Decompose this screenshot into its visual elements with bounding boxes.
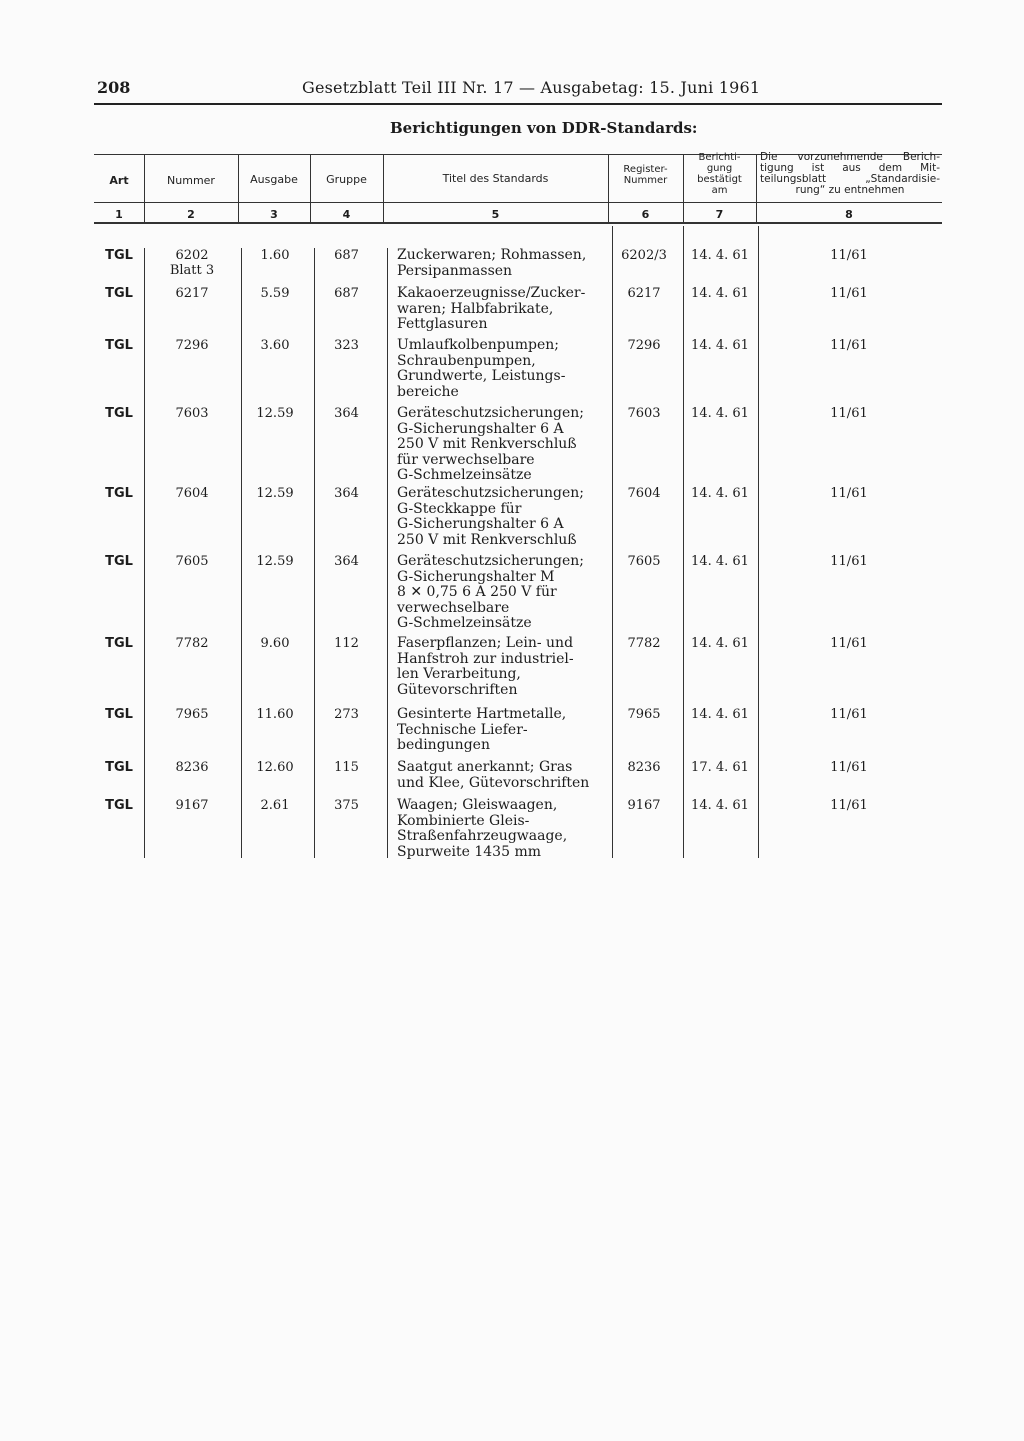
cell-bestaetigt: 17. 4. 61 (691, 760, 749, 775)
cell-titel-line: Persipanmassen (397, 262, 513, 279)
header-ausgabe: Ausgabe (250, 173, 298, 186)
cell-titel-line: Grundwerte, Leistungs- (397, 368, 566, 384)
cell-titel (397, 486, 607, 548)
cell-titel-line: G-Steckkappe für (397, 500, 522, 517)
cell-art: TGL (105, 636, 133, 651)
cell-ausgabe: 9.60 (260, 636, 290, 651)
cell-gruppe: 364 (334, 486, 359, 501)
cell-nummer-line: 6217 (175, 286, 209, 301)
cell-entnehmen: 11/61 (830, 707, 868, 722)
cell-entnehmen: 11/61 (830, 486, 868, 501)
cell-titel-line: Spurweite 1435 mm (397, 843, 541, 860)
cell-nummer-line: 7604 (175, 486, 209, 501)
cell-nummer-line: 7965 (175, 707, 209, 722)
cell-nummer-line: 9167 (175, 798, 209, 813)
header-bottom-rule (94, 202, 942, 203)
header-berichtigung-line: bestätigt (697, 174, 742, 185)
cell-ausgabe: 12.59 (256, 486, 294, 501)
cell-entnehmen: 11/61 (830, 636, 868, 651)
header-berichtigung-line: Berichti- (698, 152, 741, 163)
cell-ausgabe: 2.61 (260, 798, 290, 813)
cell-entnehmen: 11/61 (830, 248, 868, 263)
cell-entnehmen: 11/61 (830, 554, 868, 569)
cell-nummer (144, 707, 240, 722)
column-number: 5 (491, 208, 500, 221)
cell-titel-line: Schraubenpumpen, (397, 352, 536, 369)
cell-titel (397, 707, 607, 754)
cell-titel-line: waren; Halbfabrikate, (397, 300, 554, 317)
cell-register: 9167 (627, 798, 661, 813)
header-entnehmen (760, 152, 940, 196)
cell-ausgabe: 11.60 (256, 707, 294, 722)
cell-register: 8236 (627, 760, 661, 775)
cell-nummer (144, 486, 240, 501)
cell-ausgabe: 12.60 (256, 760, 294, 775)
cell-nummer (144, 636, 240, 651)
cell-titel-line: len Verarbeitung, (397, 666, 521, 682)
column-number: 2 (187, 208, 195, 221)
corrections-table (94, 148, 942, 860)
cell-bestaetigt: 14. 4. 61 (691, 406, 749, 421)
cell-nummer (144, 248, 240, 278)
page-number: 208 (97, 78, 131, 97)
cell-bestaetigt: 14. 4. 61 (691, 554, 749, 569)
cell-titel-line: Geräteschutzsicherungen; (397, 405, 584, 421)
header-entnehmen-line: Die vorzunehmende Berich- (760, 151, 940, 163)
header-entnehmen-line: rung“ zu entnehmen (795, 184, 905, 196)
cell-titel-line: Saatgut anerkannt; Gras (397, 759, 573, 775)
cell-gruppe: 273 (334, 707, 359, 722)
cell-titel-line: Umlaufkolbenpumpen; (397, 337, 559, 353)
header-register (608, 164, 683, 186)
cell-titel (397, 636, 607, 698)
cell-nummer (144, 760, 240, 775)
cell-titel-line: Technische Liefer- (397, 721, 528, 738)
cell-nummer-line: 8236 (175, 760, 209, 775)
number-row-rule (94, 222, 942, 224)
column-number: 6 (641, 208, 650, 221)
cell-titel (397, 760, 607, 791)
publication-line: Gesetzblatt Teil III Nr. 17 — Ausgabetag: 15. Juni 1961 (302, 78, 761, 97)
cell-titel-line: Hanfstroh zur industriel- (397, 650, 574, 667)
header-gruppe: Gruppe (326, 173, 367, 186)
column-number: 7 (715, 208, 724, 221)
cell-titel-line: G-Sicherungshalter M (397, 568, 555, 585)
header-register-line: Register- (623, 164, 668, 175)
cell-register: 7605 (627, 554, 661, 569)
header-art: Art (109, 174, 129, 187)
cell-titel (397, 554, 607, 632)
cell-register: 7604 (627, 486, 661, 501)
cell-ausgabe: 12.59 (256, 554, 294, 569)
cell-art: TGL (105, 798, 133, 813)
cell-titel (397, 338, 607, 400)
cell-art: TGL (105, 554, 133, 569)
cell-entnehmen: 11/61 (830, 286, 868, 301)
cell-bestaetigt: 14. 4. 61 (691, 338, 749, 353)
cell-register: 7603 (627, 406, 661, 421)
cell-nummer (144, 554, 240, 569)
header-nummer: Nummer (167, 174, 215, 187)
cell-titel-line: Waagen; Gleiswaagen, (397, 797, 558, 813)
cell-nummer-line: Blatt 3 (169, 263, 215, 278)
cell-titel-line: bedingungen (397, 737, 490, 753)
cell-ausgabe: 3.60 (260, 338, 290, 353)
cell-entnehmen: 11/61 (830, 338, 868, 353)
cell-bestaetigt: 14. 4. 61 (691, 286, 749, 301)
header-rule (94, 103, 942, 105)
cell-titel-line: G-Schmelzeinsätze (397, 615, 532, 631)
cell-art: TGL (105, 707, 133, 722)
cell-titel (397, 248, 607, 279)
cell-nummer-line: 7296 (175, 338, 209, 353)
cell-titel-line: und Klee, Gütevorschriften (397, 774, 590, 791)
cell-art: TGL (105, 486, 133, 501)
cell-titel-line: verwechselbare (397, 599, 510, 616)
cell-titel-line: bereiche (397, 383, 459, 400)
cell-titel-line: Faserpflanzen; Lein- und (397, 635, 574, 651)
cell-titel-line: G-Sicherungshalter 6 A (397, 516, 564, 532)
column-number: 4 (342, 208, 351, 221)
cell-titel-line: Gütevorschriften (397, 681, 518, 698)
cell-art: TGL (105, 286, 133, 301)
header-entnehmen-line: tigung ist aus dem Mit- (760, 162, 940, 174)
cell-nummer (144, 798, 240, 813)
cell-gruppe: 687 (334, 248, 359, 263)
cell-art: TGL (105, 248, 133, 263)
column-number: 1 (115, 208, 123, 221)
cell-gruppe: 687 (334, 286, 359, 301)
cell-nummer (144, 406, 240, 421)
header-titel: Titel des Standards (442, 172, 549, 185)
cell-bestaetigt: 14. 4. 61 (691, 707, 749, 722)
cell-register: 7782 (627, 636, 661, 651)
cell-register: 6202/3 (621, 248, 667, 263)
cell-art: TGL (105, 760, 133, 775)
table-title: Berichtigungen von DDR-Standards: (390, 119, 698, 137)
cell-entnehmen: 11/61 (830, 798, 868, 813)
cell-titel-line: Zuckerwaren; Rohmassen, (397, 247, 587, 263)
cell-nummer-line: 6202 (175, 248, 209, 263)
cell-ausgabe: 12.59 (256, 406, 294, 421)
cell-titel-line: 250 V mit Renkverschluß (397, 531, 577, 548)
cell-titel (397, 286, 607, 333)
cell-nummer-line: 7603 (175, 406, 209, 421)
cell-titel-line: 250 V mit Renkverschluß (397, 436, 577, 452)
cell-bestaetigt: 14. 4. 61 (691, 798, 749, 813)
header-register-line: Nummer (623, 175, 668, 186)
cell-nummer (144, 338, 240, 353)
cell-art: TGL (105, 338, 133, 353)
cell-gruppe: 115 (334, 760, 359, 775)
cell-ausgabe: 1.60 (260, 248, 290, 263)
cell-gruppe: 375 (334, 798, 359, 813)
cell-nummer-line: 7605 (175, 554, 209, 569)
cell-titel-line: Geräteschutzsicherungen; (397, 485, 584, 501)
cell-entnehmen: 11/61 (830, 760, 868, 775)
header-berichtigung (683, 152, 756, 196)
cell-register: 7296 (627, 338, 661, 353)
cell-gruppe: 112 (334, 636, 359, 651)
header-entnehmen-line: teilungsblatt „Standardisie- (760, 173, 940, 185)
cell-titel-line: 8 ✕ 0,75 6 A 250 V für (397, 584, 557, 600)
cell-titel-line: Kakaoerzeugnisse/Zucker- (397, 285, 586, 301)
cell-gruppe: 364 (334, 554, 359, 569)
cell-titel-line: Gesinterte Hartmetalle, (397, 706, 567, 722)
column-number: 3 (270, 208, 278, 221)
cell-titel-line: Straßenfahrzeugwaage, (397, 828, 568, 844)
header-berichtigung-line: gung (706, 163, 733, 174)
body-sep-4 (387, 248, 388, 858)
cell-register: 7965 (627, 707, 661, 722)
header-berichtigung-line: am (711, 185, 728, 196)
cell-art: TGL (105, 406, 133, 421)
cell-bestaetigt: 14. 4. 61 (691, 248, 749, 263)
page-header (97, 78, 940, 100)
cell-gruppe: 323 (334, 338, 359, 353)
cell-ausgabe: 5.59 (260, 286, 290, 301)
cell-nummer (144, 286, 240, 301)
cell-titel-line: Fettglasuren (397, 316, 488, 332)
cell-titel-line: Kombinierte Gleis- (397, 812, 530, 829)
column-number: 8 (845, 208, 853, 221)
cell-gruppe: 364 (334, 406, 359, 421)
cell-bestaetigt: 14. 4. 61 (691, 486, 749, 501)
cell-titel (397, 406, 607, 484)
cell-titel-line: für verwechselbare (397, 451, 535, 468)
cell-titel (397, 798, 607, 860)
cell-titel-line: G-Schmelzeinsätze (397, 467, 532, 483)
cell-register: 6217 (627, 286, 661, 301)
cell-titel-line: Geräteschutzsicherungen; (397, 553, 584, 569)
cell-bestaetigt: 14. 4. 61 (691, 636, 749, 651)
cell-entnehmen: 11/61 (830, 406, 868, 421)
cell-titel-line: G-Sicherungshalter 6 A (397, 420, 564, 437)
cell-nummer-line: 7782 (175, 636, 209, 651)
